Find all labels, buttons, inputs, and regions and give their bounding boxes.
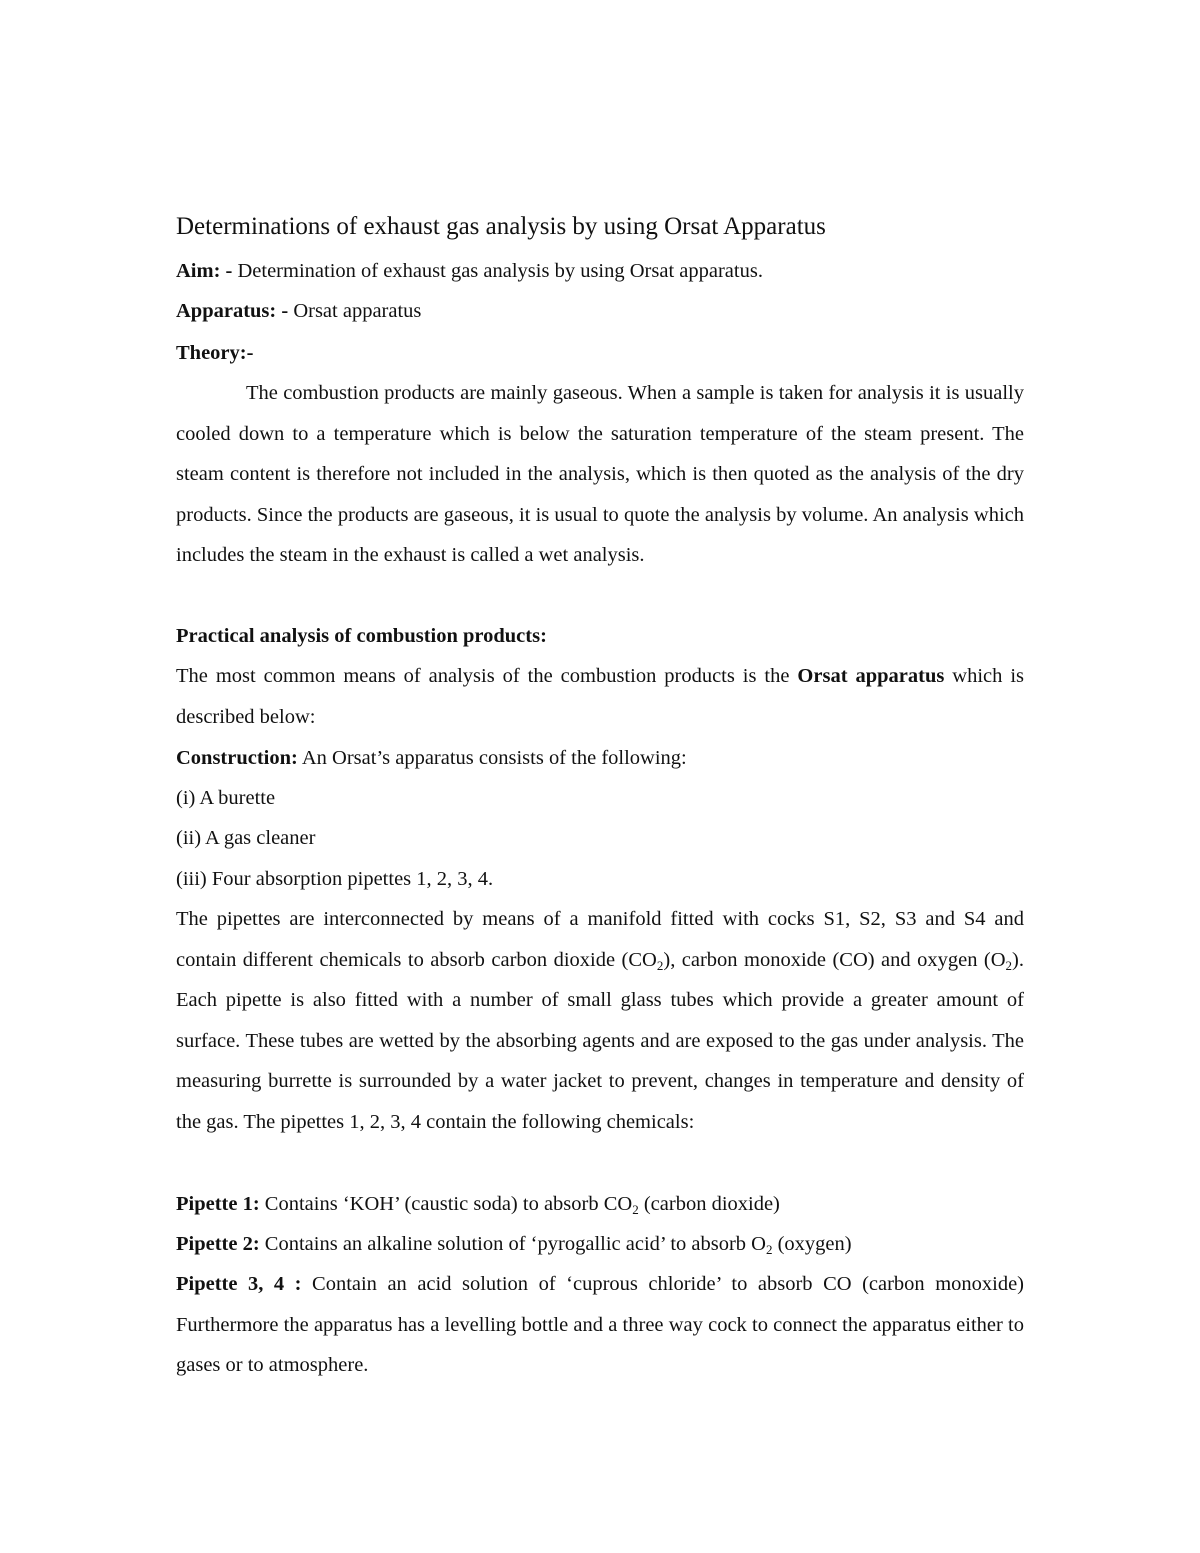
aim-label: Aim: - bbox=[176, 260, 233, 282]
pipette1-subscript: 2 bbox=[632, 1202, 639, 1217]
pipette34-text: Contain an acid solution of ‘cuprous chloride’ to absorb CO (carbon monoxide) Furthermore the apparatus has a levelling bottle and a three way cock to connect the apparatus either to gases or to atmosphere. bbox=[176, 1273, 1025, 1376]
pipette2-text: Contains an alkaline solution of ‘pyrogallic acid’ to absorb O bbox=[259, 1233, 766, 1255]
aim-text: Determination of exhaust gas analysis by using Orsat apparatus. bbox=[232, 260, 763, 282]
pipette34-label: Pipette 3, 4 : bbox=[176, 1273, 302, 1295]
aim-line bbox=[176, 256, 763, 286]
practical-heading bbox=[176, 621, 547, 651]
practical-heading-text: Practical analysis of combustion products: bbox=[176, 625, 547, 647]
pipette1-text: Contains ‘KOH’ (caustic soda) to absorb CO bbox=[259, 1193, 633, 1215]
construction-line bbox=[176, 743, 687, 773]
pipette2-text-after: (oxygen) bbox=[772, 1233, 852, 1255]
theory-label: Theory:- bbox=[176, 342, 254, 364]
pipette1-line bbox=[176, 1189, 780, 1219]
theory-paragraph: The combustion products are mainly gaseous. When a sample is taken for analysis it is usually cooled down to a temperature which is below the saturation temperature of the steam present. The steam content is therefore not included in the analysis, which is then quoted as the analysis of the dry products. Since the products are gaseous, it is usual to quote the analysis by volume. An analysis which includes the steam in the exhaust is called a wet analysis. bbox=[176, 382, 1024, 566]
theory-heading bbox=[176, 338, 253, 368]
pipette1-text-after: (carbon dioxide) bbox=[638, 1193, 780, 1215]
pipette2-label: Pipette 2: bbox=[176, 1233, 260, 1255]
document-title: Determinations of exhaust gas analysis by using Orsat Apparatus bbox=[176, 213, 826, 240]
apparatus-line bbox=[176, 296, 421, 326]
apparatus-text: Orsat apparatus bbox=[288, 300, 422, 322]
list-item: (ii) A gas cleaner bbox=[176, 827, 316, 849]
construction-label: Construction: bbox=[176, 747, 298, 769]
pipettes-part1: The pipettes are interconnected by means of a manifold fitted with cocks S1, S2, S3 and S4 and contain different chemicals to absorb carbon dioxide (CO bbox=[176, 908, 1024, 971]
practical-bold: Orsat apparatus bbox=[797, 665, 945, 687]
pipettes-paragraph bbox=[176, 899, 1024, 1142]
pipette1-label: Pipette 1: bbox=[176, 1193, 260, 1215]
pipettes-part3: ). Each pipette is also fitted with a number of small glass tubes which provide a greater amount of surface. These tubes are wetted by the absorbing agents and are exposed to the gas under analysis. The measuring burrette is surrounded by a water jacket to prevent, changes in temperature and density of the gas. The pipettes 1, 2, 3, 4 contain the following chemicals: bbox=[176, 948, 1024, 1133]
pipette2-subscript: 2 bbox=[765, 1242, 773, 1257]
o2-subscript: 2 bbox=[1005, 957, 1013, 973]
practical-text-before: The most common means of analysis of the combustion products is the bbox=[176, 665, 798, 687]
apparatus-label: Apparatus: - bbox=[176, 300, 289, 322]
pipette34-paragraph bbox=[176, 1264, 1024, 1386]
pipette2-line bbox=[176, 1229, 852, 1259]
construction-text: An Orsat’s apparatus consists of the following: bbox=[297, 747, 687, 769]
list-item: (i) A burette bbox=[176, 787, 276, 809]
list-item: (iii) Four absorption pipettes 1, 2, 3, 4. bbox=[176, 868, 494, 890]
practical-paragraph bbox=[176, 656, 1024, 737]
practical-text-after: which is described below: bbox=[176, 665, 1024, 728]
co2-subscript: 2 bbox=[656, 957, 664, 973]
pipettes-part2: ), carbon monoxide (CO) and oxygen (O bbox=[663, 948, 1006, 971]
